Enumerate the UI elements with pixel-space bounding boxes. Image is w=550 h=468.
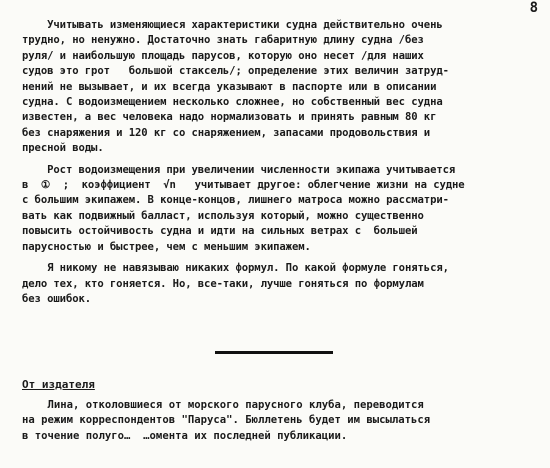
article-body xyxy=(22,18,544,307)
paragraph-2 xyxy=(22,163,544,255)
text-line: вать как подвижный балласт, используя который, можно существенно xyxy=(22,209,424,222)
text-line: Лина, отколовшиеся от морского парусного клуба, переводится xyxy=(22,399,424,411)
text-line: Учитывать изменяющиеся характеристики судна действительно очень xyxy=(22,19,443,31)
text-line: руля/ и наибольшую площадь парусов, которую оно несет /для наших xyxy=(22,49,424,62)
text-line: повысить остойчивость судна и идти на сильных ветрах с большей xyxy=(22,225,418,238)
text-line: в точение полуго… …омента их последней публикации. xyxy=(22,429,348,442)
text-line: судов это грот большой стаксель/; определение этих величин затруд- xyxy=(22,65,449,78)
text-line: Я никому не навязываю никаких формул. По какой формуле гоняться, xyxy=(22,262,449,275)
text-line: парусностью и быстрее, чем с меньшим экипажем. xyxy=(22,240,311,253)
from-publisher-heading: От издателя xyxy=(22,378,95,391)
text-line: Рост водоизмещения при увеличении численности экипажа учитывается xyxy=(22,163,456,176)
paragraph-3 xyxy=(22,261,544,307)
text-line: без ошибок. xyxy=(22,292,92,305)
text-line: известен, а вес человека надо нормализовать и принять равным 80 кг xyxy=(22,111,437,124)
text-line: в ① ; коэффициент √n учитывает другое: облегчение жизни на судне xyxy=(22,179,465,192)
text-line: с большим экипажем. В конце-концов, лишнего матроса можно рассматри- xyxy=(22,194,449,207)
paragraph-1 xyxy=(22,18,544,157)
text-line: судна. С водоизмещением несколько сложнее, но собственный вес судна xyxy=(22,96,443,109)
text-line: нений не вызывает, и их всегда указывают в паспорте или в описании xyxy=(22,80,437,93)
text-line: без снаряжения и 120 кг со снаряжением, запасами продовольствия и xyxy=(22,126,431,139)
text-line: трудно, но ненужно. Достаточно знать габаритную длину судна /без xyxy=(22,34,424,47)
text-line: на режим корреспондентов "Паруса". Бюллетень будет им высылаться xyxy=(22,414,431,427)
text-line: дело тех, кто гоняется. Но, все-таки, лучше гоняться по формулам xyxy=(22,277,424,290)
text-line: пресной воды. xyxy=(22,142,104,155)
section-separator xyxy=(215,351,333,354)
page-number: 8 xyxy=(529,0,538,16)
publisher-note xyxy=(22,398,544,444)
